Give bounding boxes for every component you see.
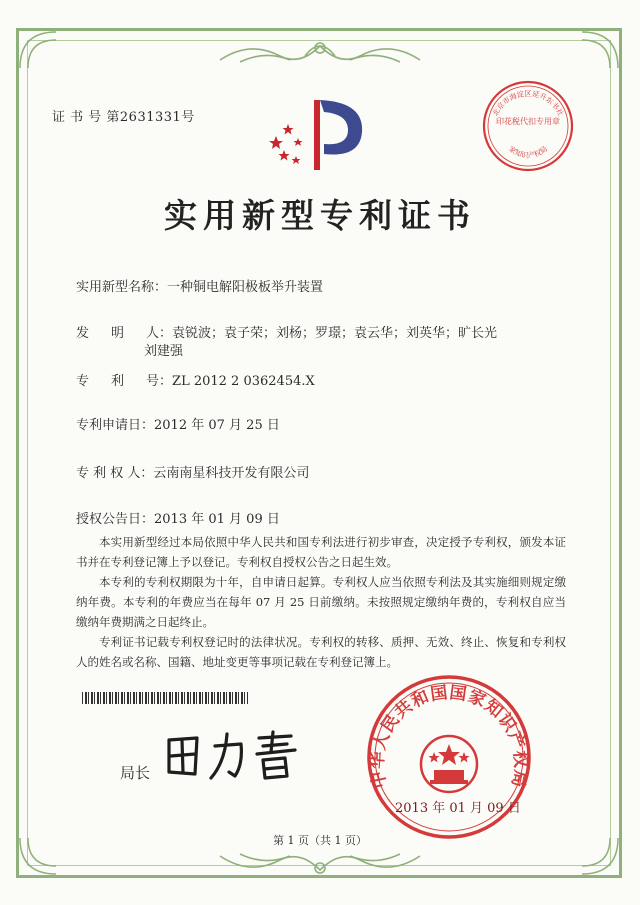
certificate-number-label: 证 书 号 第 — [52, 110, 120, 125]
filing-date-label: 专利申请日： — [76, 418, 155, 433]
grant-date-label: 授权公告日： — [76, 512, 155, 527]
certificate-number-value: 2631331 — [119, 110, 182, 125]
utility-model-name-value: 一种铜电解阳极板举升装置 — [167, 280, 324, 295]
page-title: 实用新型专利证书 — [164, 196, 476, 235]
body-paragraph-2: 本专利的专利权期限为十年，自申请日起算。专利权人应当依照专利法及其实施细则规定缴纳年费。本专利的年费应当在每年 07 月 25 日前缴纳。未按照规定缴纳年费的，专利权自应当缴纳年费期满之日起终止。 — [76, 575, 566, 629]
grant-date-value: 2013 年 01 月 09 日 — [154, 512, 280, 527]
filing-date-value: 2012 年 07 月 25 日 — [154, 418, 280, 433]
tax-seal-icon — [480, 78, 576, 174]
tax-seal-center-text: 印花税代扣专用章 — [496, 117, 560, 126]
utility-model-name-row — [76, 276, 323, 295]
inventor-row — [76, 322, 497, 341]
certificate-body — [76, 532, 566, 672]
patentee-row — [76, 462, 309, 481]
sipo-seal-icon — [364, 672, 534, 842]
national-emblem-icon — [421, 736, 477, 792]
patent-number-value: ZL 2012 2 0362454.X — [172, 374, 315, 389]
body-paragraph-1: 本实用新型经过本局依照中华人民共和国专利法进行初步审查，决定授予专利权，颁发本证书并在专利登记簿上予以登记。专利权自授权公告之日起生效。 — [76, 535, 566, 569]
inventor-label-3: 人： — [146, 326, 173, 341]
patent-number-label-2: 利 — [111, 374, 125, 389]
inventor-label-2: 明 — [111, 326, 125, 341]
certificate-number-suffix: 号 — [181, 110, 195, 125]
patentee-label: 专 利 权 人： — [76, 466, 154, 481]
barcode — [82, 692, 248, 704]
tax-seal-bottom-text: 家知识产权局 — [507, 144, 549, 160]
seal-ring-text: 中华人民共和国国家知识产权局 — [367, 682, 531, 790]
filing-date-row — [76, 414, 280, 433]
inventor-value-line1: 袁锐波；袁子荣；刘杨；罗璟；袁云华；刘英华；旷长光 — [172, 326, 498, 341]
director-signature — [163, 728, 303, 784]
tax-seal-ring-text: 北京市海淀区延升东书社 — [490, 89, 566, 118]
sipo-logo-icon — [262, 92, 372, 174]
utility-model-name-label: 实用新型名称： — [76, 280, 168, 295]
body-paragraph-3: 专利证书记载专利权登记时的法律状况。专利权的转移、质押、无效、终止、恢复和专利权人的姓名或名称、国籍、地址变更等事项记载在专利登记簿上。 — [76, 635, 566, 669]
grant-date-row — [76, 508, 280, 527]
patent-number-label-3: 号： — [146, 374, 173, 389]
patentee-value: 云南南星科技开发有限公司 — [153, 466, 310, 481]
patent-number-row — [76, 370, 315, 389]
certificate-number — [52, 106, 195, 125]
director-label: 局长 — [120, 764, 151, 782]
seal-date: 2013 年 01 月 09 日 — [395, 801, 521, 816]
page-number: 第 1 页（共 1 页） — [273, 834, 367, 847]
inventor-label-1: 发 — [76, 326, 90, 341]
inventor-value-line2: 刘建强 — [144, 344, 184, 359]
patent-number-label-1: 专 — [76, 374, 90, 389]
